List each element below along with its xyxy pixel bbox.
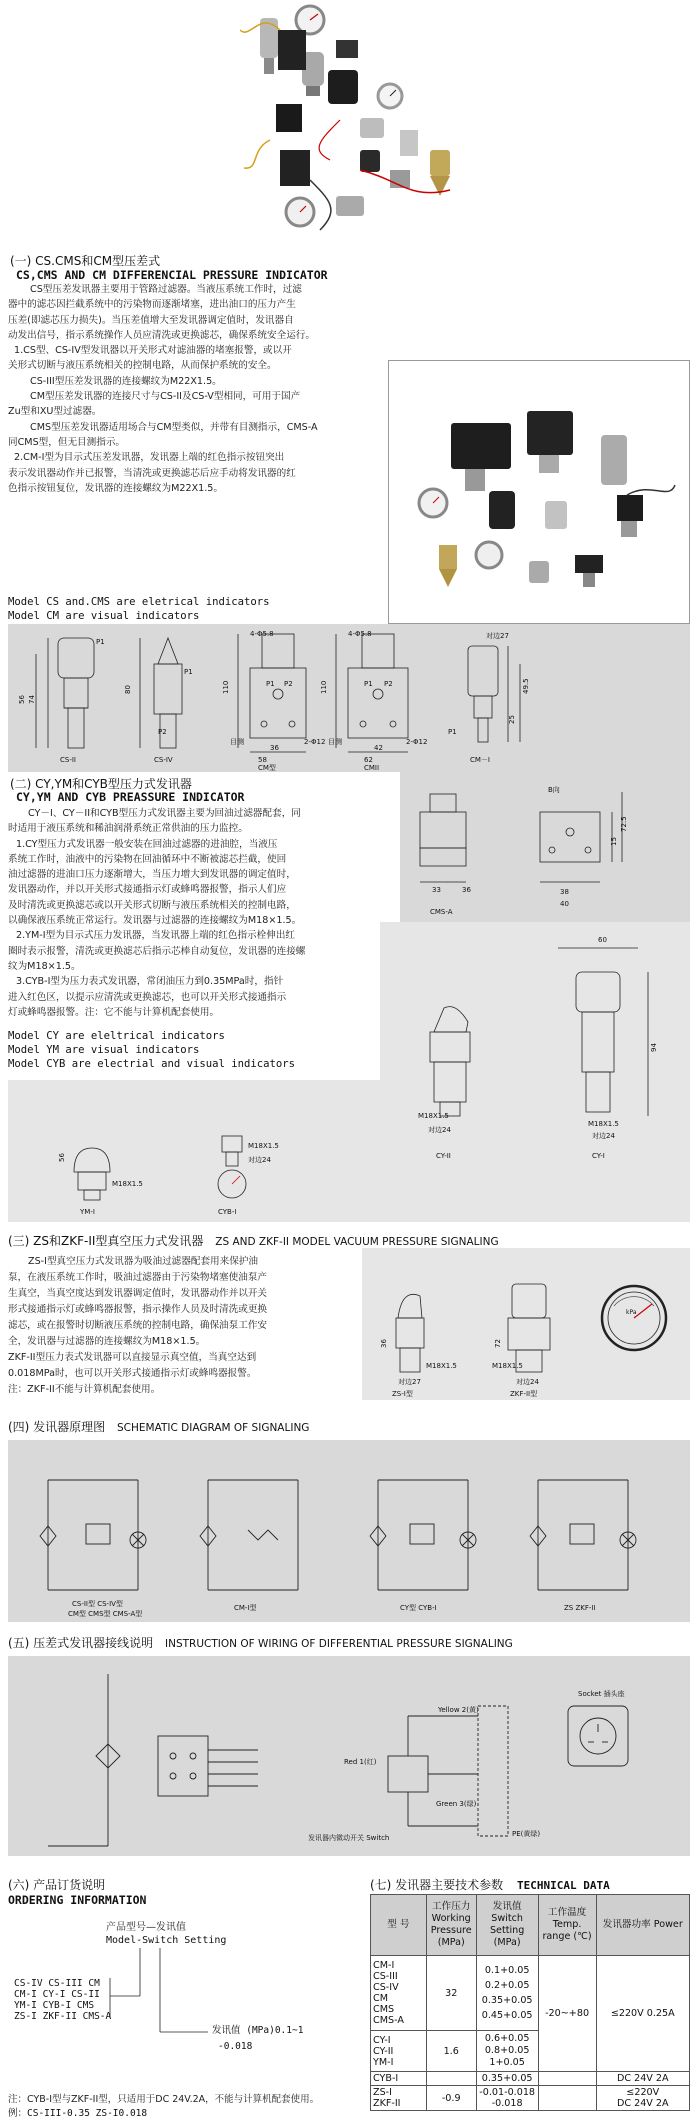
s4-caption-3: CY型 CYB-I xyxy=(400,1604,437,1612)
svg-text:P1: P1 xyxy=(266,680,275,688)
section1-photo-frame xyxy=(388,360,690,624)
r0-switch-3: 0.45+0.05 xyxy=(481,2010,533,2021)
s1-p9: CMS型压差发讯器适用场合与CM型类似，并带有目测指示，CMS-A xyxy=(30,421,318,433)
s2-p10: 纹为M18×1.5。 xyxy=(8,960,81,972)
s3-p2: 生真空，当真空度达到发讯器调定值时，发讯器动作并以开关 xyxy=(8,1288,268,1299)
d2-label-cy2: CY-II xyxy=(436,1152,451,1160)
svg-text:2-Φ12: 2-Φ12 xyxy=(304,738,326,746)
s1-p13: 色指示按钮复位，发讯器的连接螺纹为M22X1.5。 xyxy=(8,482,224,494)
schematic-svg xyxy=(8,1440,690,1622)
s5-label-green: Green 3(绿) xyxy=(436,1800,477,1808)
section1-title-cn: (一) CS.CMS和CM型压差式 xyxy=(10,254,161,268)
section3-title-cn: (三) ZS和ZKF-II型真空压力式发讯器 xyxy=(8,1234,204,1248)
svg-text:36: 36 xyxy=(270,744,279,752)
s3-p0: ZS-I型真空压力式发讯器为吸油过滤器配套用来保护油 xyxy=(28,1256,259,1267)
section6-title-en: ORDERING INFORMATION xyxy=(8,1893,147,1907)
r2-working xyxy=(426,2072,476,2086)
svg-text:目测: 目测 xyxy=(328,738,342,746)
section5-title xyxy=(8,1634,513,1651)
s1-p1: 器中的滤芯因拦截系统中的污染物而逐渐堵塞，进出油口的压力产生 xyxy=(8,299,296,311)
s3-p5: 全，发讯器与过滤器的连接螺纹为M18×1.5。 xyxy=(8,1336,206,1347)
section3-title xyxy=(8,1232,499,1249)
s3-p6: ZKF-II型压力表式发讯器可以直接显示真空值，当真空达到 xyxy=(8,1352,257,1363)
section4-title-cn: (四) 发讯器原理图 xyxy=(8,1420,106,1434)
s1-p4: 1.CS型、CS-IV型发讯器以开关形式对滤油器的堵塞报警，或以开 xyxy=(14,345,292,357)
s2-p2: 1.CY型压力式发讯器一般安装在回油过滤器的进油腔，当液压 xyxy=(16,838,278,850)
s3-p8: 注：ZKF-II不能与计算机配套使用。 xyxy=(8,1384,161,1395)
svg-text:M18X1.5: M18X1.5 xyxy=(418,1112,449,1120)
s1-model-1: Model CM are visual indicators xyxy=(8,609,200,622)
r1-model-2: YM-I xyxy=(373,2056,394,2068)
svg-text:56: 56 xyxy=(58,1153,66,1162)
svg-text:M18X1.5: M18X1.5 xyxy=(112,1180,143,1188)
s3-dim-36: 36 xyxy=(380,1339,388,1348)
schematic-panel xyxy=(8,1440,690,1622)
svg-text:56: 56 xyxy=(18,695,26,704)
svg-text:P2: P2 xyxy=(384,680,393,688)
s2-p6: 及时清洗或更换滤芯或以开关形式切断与液压系统相关的控制电路， xyxy=(8,899,296,911)
s2-p3: 系统工作时，油液中的污染物在回油循环中不断被滤芯拦截，使回 xyxy=(8,853,287,865)
tech-table-header-row xyxy=(371,1895,690,1956)
d2-label-cy1: CY-I xyxy=(592,1152,605,1160)
order-model-3: ZS-I ZKF-II CMS-A xyxy=(14,2011,112,2022)
power-3: DC 24V 2A xyxy=(616,2098,669,2109)
svg-text:72.5: 72.5 xyxy=(620,816,628,832)
svg-text:110: 110 xyxy=(320,680,328,694)
tech-table xyxy=(370,1894,690,2111)
s2-p12: 进入红色区，以提示应清洗或更换滤芯，也可以开关形式接通指示 xyxy=(8,991,287,1003)
r1-model-0: CY-I xyxy=(373,2034,391,2046)
order-value-label: 发讯值 (MPa)0.1~1 xyxy=(212,2025,304,2036)
d1-dim-74: 74 xyxy=(28,695,36,704)
cms-a-panel xyxy=(400,772,690,922)
r0-model-4: CMS xyxy=(373,2004,395,2015)
s3-p1: 泵，在液压系统工作时，吸油过滤器由于污染物堵塞使油泵产 xyxy=(8,1272,268,1283)
r3-switch-1: -0.018 xyxy=(491,2098,523,2109)
section3-drawing-panel xyxy=(362,1248,690,1400)
svg-text:94: 94 xyxy=(650,1043,658,1052)
r3-working: -0.9 xyxy=(426,2086,476,2111)
r3-switch-0: -0.01-0.018 xyxy=(479,2087,536,2098)
r1-switch-1: 0.8+0.05 xyxy=(484,2045,530,2056)
s1-p8: Zu型和XU型过滤器。 xyxy=(8,406,102,418)
s2-p5: 发讯器动作，并以开关形式接通指示灯或蜂鸣器报警，指示人们应 xyxy=(8,884,287,896)
s1-p7: CM型压差发讯器的连接尺寸与CS-II及CS-V型相同，可用于国产 xyxy=(30,391,301,403)
drawing1-svg xyxy=(8,624,690,772)
section4-title-en: SCHEMATIC DIAGRAM OF SIGNALING xyxy=(117,1422,310,1434)
svg-text:P2: P2 xyxy=(284,680,293,688)
s3-label-zkf2: ZKF-II型 xyxy=(510,1390,538,1398)
s2-p9: 圈时表示报警，清洗或更换滤芯后指示芯棒自动复位，发讯器的连接螺 xyxy=(8,945,306,957)
s1-p6: CS-III型压差发讯器的连接螺纹为M22X1.5。 xyxy=(30,375,222,387)
svg-text:2-Φ12: 2-Φ12 xyxy=(406,738,428,746)
section1-products-illustration xyxy=(389,361,689,623)
product-photo-top xyxy=(240,0,460,240)
svg-text:80: 80 xyxy=(124,685,132,694)
svg-text:M18X1.5: M18X1.5 xyxy=(588,1120,619,1128)
svg-text:P1: P1 xyxy=(364,680,373,688)
order-model-1: CM-I CY-I CS-II xyxy=(14,1989,100,2000)
svg-text:P1: P1 xyxy=(448,728,457,736)
svg-text:38: 38 xyxy=(560,888,569,896)
svg-text:110: 110 xyxy=(222,680,230,694)
order-model-label-en: Model-Switch Setting xyxy=(106,1935,227,1946)
drawing2-svg xyxy=(8,922,690,1222)
section7-title xyxy=(370,1876,610,1893)
table-row xyxy=(371,2086,690,2111)
s4-caption-1: CM型 CMS型 CMS-A型 xyxy=(68,1610,143,1618)
s4-caption-0: CS-II型 CS-IV型 xyxy=(72,1600,123,1608)
s3-label-m18-b: M18X1.5 xyxy=(492,1362,523,1370)
section7-title-en: TECHNICAL DATA xyxy=(517,1879,610,1892)
section7-title-cn: (七) 发讯器主要技术参数 xyxy=(370,1878,504,1892)
section2-title-cn: (二) CY,YM和CYB型压力式发讯器 xyxy=(10,777,192,791)
svg-text:B向: B向 xyxy=(548,786,560,794)
r1-model-1: CY-II xyxy=(373,2045,394,2057)
order-bracket-svg xyxy=(0,1948,380,2048)
th-power: 发讯器功率 Power xyxy=(596,1895,689,1956)
svg-text:对边24: 对边24 xyxy=(428,1126,451,1134)
svg-text:CM－I: CM－I xyxy=(470,756,490,764)
svg-text:49.5: 49.5 xyxy=(522,678,530,694)
s3-label-kpa: kPa xyxy=(626,1309,637,1316)
s1-p12: 表示发讯器动作并已报警，当清洗或更换滤芯后应手动将发讯器的红 xyxy=(8,467,296,479)
section3-title-en: ZS AND ZKF-II MODEL VACUUM PRESSURE SIGNALING xyxy=(215,1236,499,1248)
s1-p10: 同CMS型，但无目测指示。 xyxy=(8,436,126,448)
s3-p3: 形式接通指示灯或蜂鸣器报警，指示操作人员及时清洗或更换 xyxy=(8,1304,268,1315)
svg-text:25: 25 xyxy=(508,715,516,724)
s2-p13: 灯或蜂鸣器报警。注：它不能与计算机配套使用。 xyxy=(8,1006,220,1018)
s2-p7: 以确保液压系统正常运行。发讯器与过滤器的连接螺纹为M18×1.5。 xyxy=(8,915,302,927)
order-model-0: CS-IV CS-III CM xyxy=(14,1978,100,1989)
d2-label-ym1: YM-I xyxy=(80,1208,95,1216)
r0-switch-1: 0.2+0.05 xyxy=(484,1980,530,1991)
svg-text:72: 72 xyxy=(494,1339,502,1348)
s4-caption-4: ZS ZKF-II xyxy=(564,1604,596,1612)
section1-title-en: CS,CMS AND CM DIFFERENCIAL PRESSURE INDICATOR xyxy=(16,268,328,282)
svg-text:62: 62 xyxy=(364,756,373,764)
order-model-2: YM-I CYB-I CMS xyxy=(14,2000,95,2011)
s5-label-yellow: Yellow 2(黄) xyxy=(438,1706,479,1714)
s1-p2: 压差(即滤芯压力损失)。当压差值增大至发讯器调定值时，发讯器自 xyxy=(8,314,294,326)
r0-model-0: CM-I xyxy=(373,1960,395,1971)
section1-model-lines xyxy=(8,596,270,624)
svg-text:4-Φ5.8: 4-Φ5.8 xyxy=(348,630,372,638)
cms-a-svg xyxy=(400,772,690,922)
r2-model-0: CYB-I xyxy=(371,2072,427,2086)
svg-text:60: 60 xyxy=(598,936,607,944)
section5-title-en: INSTRUCTION OF WIRING OF DIFFERENTIAL PRESSURE SIGNALING xyxy=(165,1638,513,1650)
s5-label-switch: 发讯器内微动开关 Switch xyxy=(308,1834,390,1842)
r0-working: 32 xyxy=(426,1956,476,2031)
temp-cell: -20~+80 xyxy=(538,1956,596,2072)
svg-text:15: 15 xyxy=(610,837,618,846)
section2-title-en: CY,YM AND CYB PREASSURE INDICATOR xyxy=(16,790,245,804)
s2-model-0: Model CY are eleltrical indicators xyxy=(8,1030,225,1042)
r0-model-3: CM xyxy=(373,1993,388,2004)
s4-caption-2: CM-I型 xyxy=(234,1604,257,1612)
s3-label-duibian27: 对边27 xyxy=(398,1378,421,1386)
r3-model-0: ZS-I xyxy=(373,2087,392,2098)
power-0: ≤220V 0.25A xyxy=(596,1956,689,2072)
section3-svg xyxy=(362,1248,690,1400)
svg-text:40: 40 xyxy=(560,900,569,908)
r0-switch-2: 0.35+0.05 xyxy=(481,1995,533,2006)
product-photo-illustration xyxy=(240,0,460,240)
svg-text:42: 42 xyxy=(374,744,383,752)
svg-text:36: 36 xyxy=(462,886,471,894)
svg-text:4-Φ5.8: 4-Φ5.8 xyxy=(250,630,274,638)
r1-switch-2: 1+0.05 xyxy=(489,2057,525,2068)
wiring-svg xyxy=(8,1656,690,1856)
section3-body xyxy=(8,1254,368,1398)
d1-label-p1a: P1 xyxy=(96,638,105,646)
s1-p0: CS型压差发讯器主要用于管路过滤器。当液压系统工作时，过滤 xyxy=(30,284,302,295)
footer-example: 例：CS-III-0.35 ZS-I0.018 xyxy=(8,2108,148,2119)
r0-model-2: CS-IV xyxy=(373,1982,399,1993)
s1-model-0: Model CS and.CMS are eletrical indicators xyxy=(8,596,270,608)
th-switch: 发讯值 Switch Setting (MPa) xyxy=(476,1895,538,1956)
s5-label-socket: Socket 插头座 xyxy=(578,1690,625,1698)
wiring-panel xyxy=(8,1656,690,1856)
d2-label-cyb1: CYB-I xyxy=(218,1208,237,1216)
r3-model-1: ZKF-II xyxy=(373,2098,401,2109)
s1-p3: 动发出信号，指示系统操作人员应清洗或更换滤芯，确保系统安全运行。 xyxy=(8,329,315,341)
s2-p8: 2.YM-I型为目示式压力发讯器，当发讯器上端的红色指示栓伸出红 xyxy=(16,930,296,942)
s2-p11: 3.CYB-I型为压力表式发讯器，常闭油压力到0.35MPa时，指针 xyxy=(16,976,284,988)
svg-text:33: 33 xyxy=(432,886,441,894)
r0-switch-0: 0.1+0.05 xyxy=(484,1965,530,1976)
s3-p7: 0.018MPa时，也可以开关形式接通指示灯或蜂鸣器报警。 xyxy=(8,1368,257,1379)
r2-switch-0: 0.35+0.05 xyxy=(476,2072,538,2086)
s5-label-pe: PE(黄绿) xyxy=(512,1830,541,1838)
cms-a-label: CMS-A xyxy=(430,908,453,916)
section5-title-cn: (五) 压差式发讯器接线说明 xyxy=(8,1636,154,1650)
section1-body xyxy=(8,282,378,496)
th-working: 工作压力 Working Pressure (MPa) xyxy=(426,1895,476,1956)
svg-text:58: 58 xyxy=(258,756,267,764)
s2-p0: CY－I、CY－II和CYB型压力式发讯器主要为回油过滤器配套，同 xyxy=(28,808,301,819)
table-row xyxy=(371,1956,690,2031)
footer-note: 注：CYB-I型与ZKF-II型，只适用于DC 24V.2A，不能与计算机配套使用。 xyxy=(8,2094,320,2105)
r0-model-1: CS-III xyxy=(373,1971,398,1982)
svg-text:对边27: 对边27 xyxy=(486,632,509,640)
svg-text:CM型: CM型 xyxy=(258,764,276,772)
s2-p1: 时适用于液压系统和稀油润滑系统正常供油的压力监控。 xyxy=(8,823,248,835)
svg-text:目测: 目测 xyxy=(230,738,244,746)
svg-text:P1: P1 xyxy=(184,668,193,676)
table-row xyxy=(371,2072,690,2086)
svg-text:对边24: 对边24 xyxy=(592,1132,615,1140)
drawing-panel-1 xyxy=(8,624,690,772)
section4-title xyxy=(8,1418,309,1435)
svg-text:P2: P2 xyxy=(158,728,167,736)
svg-text:对边24: 对边24 xyxy=(248,1156,271,1164)
s2-model-2: Model CYB are electrial and visual indicators xyxy=(8,1057,296,1070)
s3-label-zs1: ZS-I型 xyxy=(392,1390,413,1398)
d1-label-cs4: CS-IV xyxy=(154,756,173,764)
th-temp: 工作温度 Temp. range (℃) xyxy=(538,1895,596,1956)
power-1: DC 24V 2A xyxy=(596,2072,689,2086)
power-2: ≤220V xyxy=(626,2087,660,2098)
s2-model-1: Model YM are visual indicators xyxy=(8,1043,200,1056)
s2-p4: 油过滤器的进油口压力逐渐增大，当压力增大到发讯器的调定值时， xyxy=(8,869,296,881)
order-value-label2: -0.018 xyxy=(218,2041,253,2052)
d1-label-cs2: CS-II xyxy=(60,756,76,764)
r1-switch-0: 0.6+0.05 xyxy=(484,2033,530,2044)
s1-p11: 2.CM-I型为目示式压差发讯器，发讯器上端的红色指示按钮突出 xyxy=(14,452,285,464)
r1-working: 1.6 xyxy=(426,2031,476,2072)
s5-label-red: Red 1(红) xyxy=(344,1758,377,1766)
s3-label-duibian24: 对边24 xyxy=(516,1378,539,1386)
svg-text:CMII: CMII xyxy=(364,764,380,772)
section6-title-cn: (六) 产品订货说明 xyxy=(8,1878,106,1892)
r0-model-5: CMS-A xyxy=(373,2015,404,2026)
order-model-label-cn: 产品型号—发讯值 xyxy=(106,1922,186,1933)
s3-p4: 滤芯，或在报警时切断液压系统的控制电路，确保油泵工作安 xyxy=(8,1320,268,1331)
th-model: 型 号 xyxy=(371,1895,427,1956)
svg-text:M18X1.5: M18X1.5 xyxy=(248,1142,279,1150)
s1-p5: 关形式切断与液压系统相关的控制电路，从而保护系统的安全。 xyxy=(8,360,277,372)
s3-label-m18-a: M18X1.5 xyxy=(426,1362,457,1370)
